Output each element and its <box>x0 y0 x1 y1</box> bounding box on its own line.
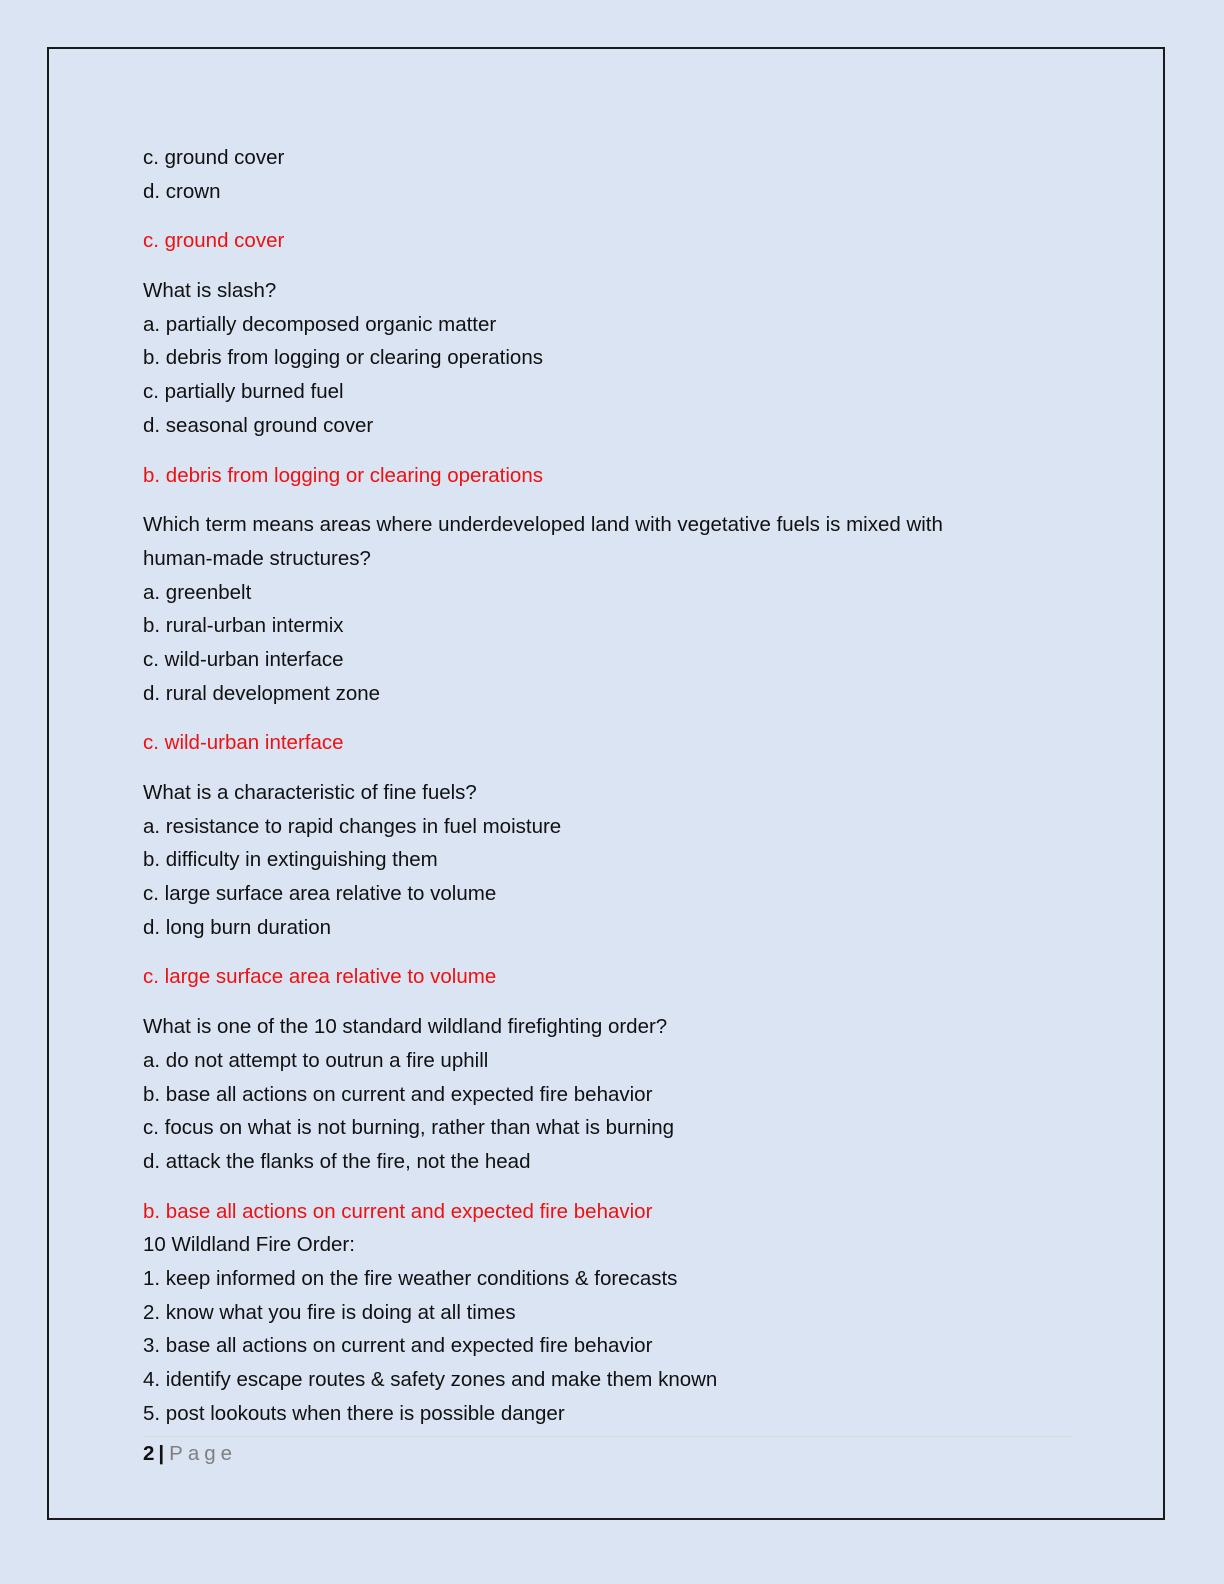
option-line: c. partially burned fuel <box>143 380 344 404</box>
question-line: What is one of the 10 standard wildland firefighting order? <box>143 1015 668 1039</box>
option-line: d. long burn duration <box>143 915 332 939</box>
option-line: d. attack the flanks of the fire, not the head <box>143 1149 531 1173</box>
option-line: b. base all actions on current and expected fire behavior <box>143 1082 653 1106</box>
list-item: 1. keep informed on the fire weather conditions & forecasts <box>143 1266 678 1290</box>
answer-line: c. ground cover <box>143 229 285 253</box>
footer-separator: | <box>158 1442 165 1465</box>
option-line: c. focus on what is not burning, rather than what is burning <box>143 1116 675 1140</box>
option-line: d. crown <box>143 179 221 203</box>
answer-line: c. large surface area relative to volume <box>143 965 497 989</box>
document-body <box>143 141 1043 1430</box>
answer-line: c. wild-urban interface <box>143 731 344 755</box>
option-line: a. greenbelt <box>143 580 252 604</box>
list-item: 5. post lookouts when there is possible danger <box>143 1401 565 1425</box>
question-line: What is slash? <box>143 279 277 303</box>
list-item: 2. know what you fire is doing at all times <box>143 1300 516 1324</box>
option-line: a. partially decomposed organic matter <box>143 312 497 336</box>
option-line: c. wild-urban interface <box>143 647 344 671</box>
list-item: 3. base all actions on current and expected fire behavior <box>143 1334 653 1358</box>
option-line: a. do not attempt to outrun a fire uphill <box>143 1048 489 1072</box>
question-line: What is a characteristic of fine fuels? <box>143 781 477 804</box>
page-label: Page <box>169 1442 238 1465</box>
footer-divider <box>143 1436 1073 1437</box>
question-line: human-made structures? <box>143 546 371 570</box>
answer-line: b. base all actions on current and expected fire behavior <box>143 1199 653 1223</box>
option-line: d. rural development zone <box>143 681 381 705</box>
question-line: Which term means areas where underdeveloped land with vegetative fuels is mixed with <box>143 513 943 537</box>
answer-line: b. debris from logging or clearing operations <box>143 463 543 487</box>
option-line: b. rural-urban intermix <box>143 614 344 638</box>
option-line: b. difficulty in extinguishing them <box>143 848 438 872</box>
option-line: c. large surface area relative to volume <box>143 882 497 906</box>
list-heading: 10 Wildland Fire Order: <box>143 1233 355 1257</box>
list-item: 4. identify escape routes & safety zones and make them known <box>143 1368 718 1391</box>
option-line: a. resistance to rapid changes in fuel moisture <box>143 814 562 838</box>
page-number: 2 <box>143 1442 155 1465</box>
option-line: c. ground cover <box>143 146 285 169</box>
option-line: d. seasonal ground cover <box>143 413 374 437</box>
page-footer <box>143 1440 237 1468</box>
option-line: b. debris from logging or clearing operations <box>143 346 543 370</box>
